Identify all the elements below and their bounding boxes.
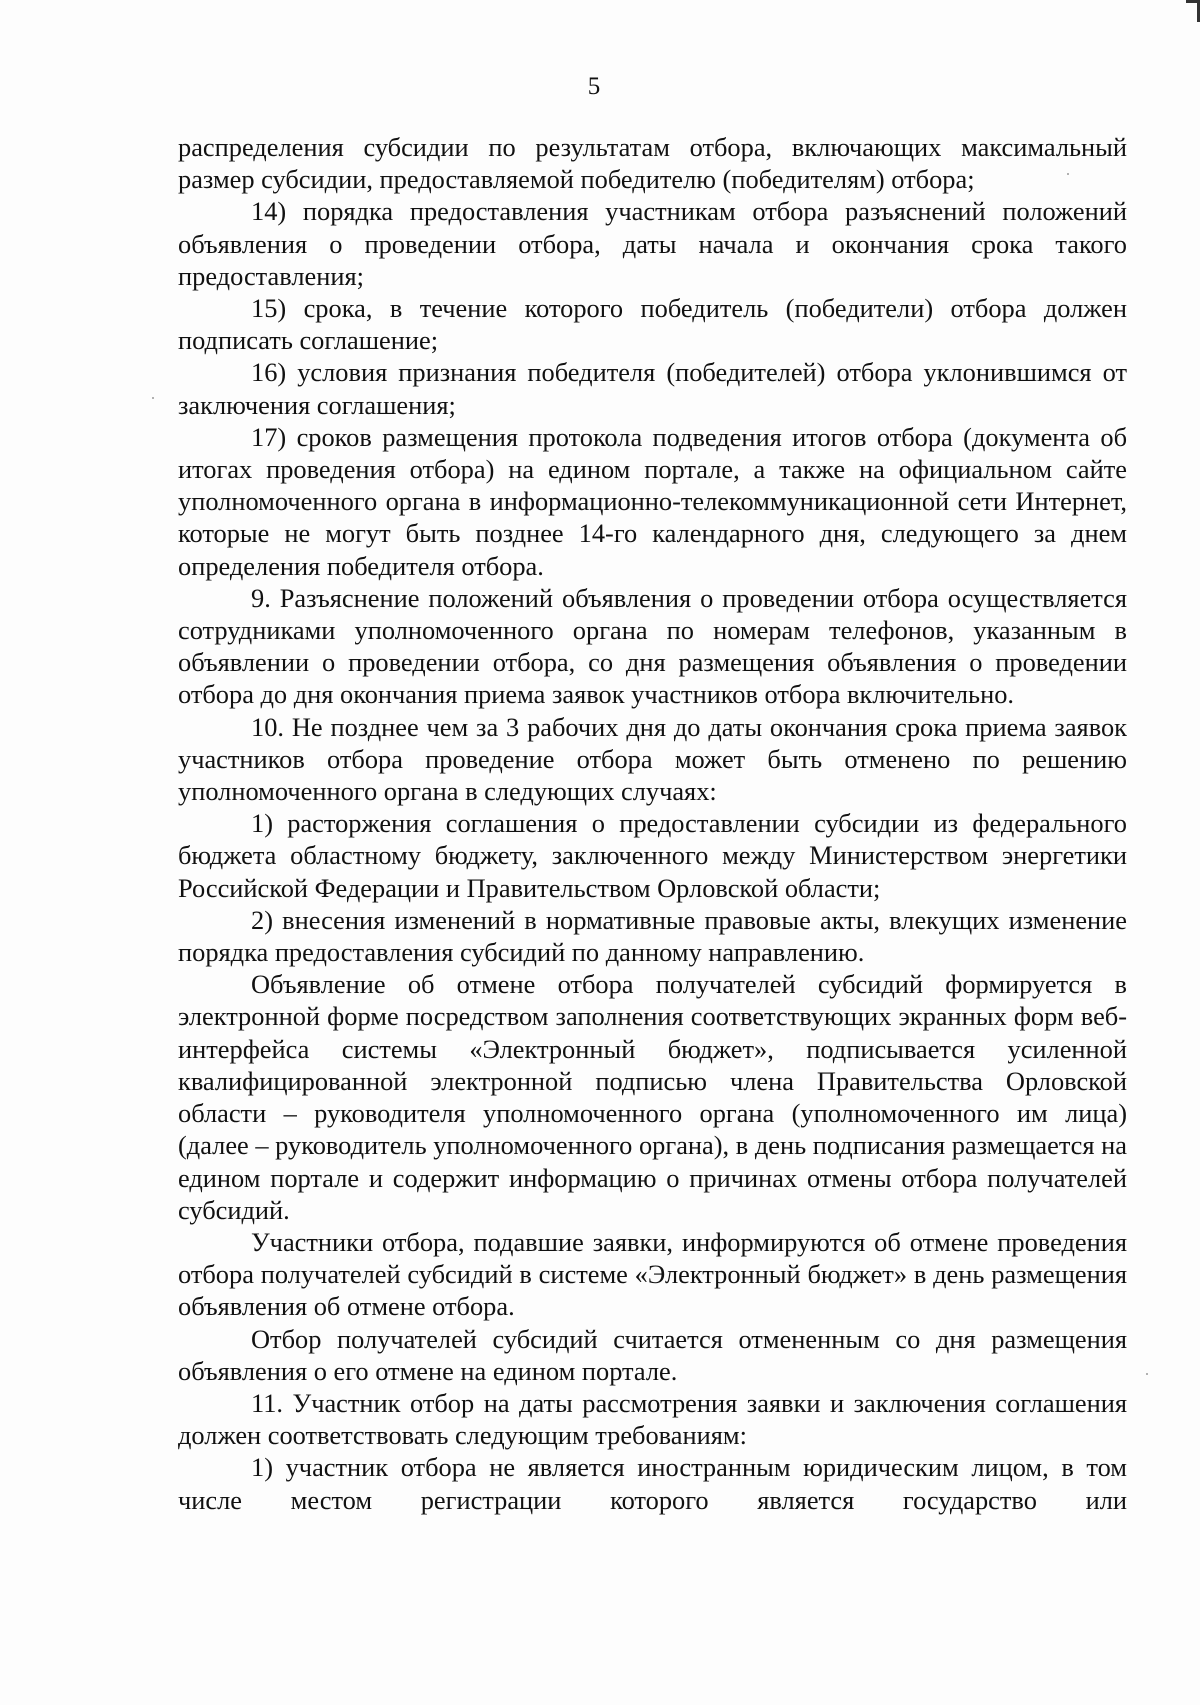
paragraph: Участники отбора, подавшие заявки, информируются об отмене проведения отбора получателей субсидий в системе «Электронный бюджет» в день размещения объявления об отмене отбора. xyxy=(178,1226,1127,1322)
paragraph: Объявление об отмене отбора получателей субсидий формируется в электронной форме посредством заполнения соответствующих экранных форм веб-интерфейса системы «Электронный бюджет», подписывается усиленной квалифицированной электронной подписью члена Правительства Орловской области – руководителя уполномоченного органа (уполномоченного им лица) (далее – руководитель уполномоченного органа), в день подписания размещается на едином портале и содержит информацию о причинах отмены отбора получателей субсидий. xyxy=(178,969,1127,1225)
scan-corner-mark xyxy=(1186,0,1200,22)
paragraph: 17) сроков размещения протокола подведения итогов отбора (документа об итогах проведения отбора) на едином портале, а также на официальном сайте уполномоченного органа в информационно-телекоммуникационной сети Интернет, которые не могут быть позднее 14-го календарного дня, следующего за днем определения победителя отбора. xyxy=(178,421,1127,581)
paragraph: 11. Участник отбор на даты рассмотрения заявки и заключения соглашения должен соответствовать следующим требованиям: xyxy=(178,1387,1127,1451)
paragraph: 2) внесения изменений в нормативные правовые акты, влекущих изменение порядка предоставления субсидий по данному направлению. xyxy=(178,904,1127,968)
paragraph: 1) расторжения соглашения о предоставлении субсидии из федерального бюджета областному бюджету, заключенного между Министерством энергетики Российской Федерации и Правительством Орловской области; xyxy=(178,808,1127,903)
paragraph: 15) срока, в течение которого победитель (победители) отбора должен подписать соглашение; xyxy=(178,293,1127,356)
paragraph: 10. Не позднее чем за 3 рабочих дня до даты окончания срока приема заявок участников отбора проведение отбора может быть отменено по решению уполномоченного органа в следующих случаях: xyxy=(178,711,1127,807)
paragraph: 9. Разъяснение положений объявления о проведении отбора осуществляется сотрудниками уполномоченного органа по номерам телефонов, указанным в объявлении о проведении отбора, со дня размещения объявления о проведении отбора до дня окончания приема заявок участников отбора включительно. xyxy=(178,582,1127,710)
page-number: 5 xyxy=(587,73,601,100)
scan-speck xyxy=(152,397,154,399)
scan-speck xyxy=(1146,1373,1148,1375)
document-body xyxy=(178,131,1127,1516)
paragraph: 16) условия признания победителя (победителей) отбора уклонившимся от заключения соглашения; xyxy=(178,357,1127,420)
paragraph: 1) участник отбора не является иностранным юридическим лицом, в том числе местом регистрации которого является государство или xyxy=(178,1452,1127,1515)
paragraph: 14) порядка предоставления участникам отбора разъяснений положений объявления о проведении отбора, даты начала и окончания срока такого предоставления; xyxy=(178,196,1127,291)
paragraph: Отбор получателей субсидий считается отмененным со дня размещения объявления о его отмене на едином портале. xyxy=(178,1323,1127,1386)
paragraph: распределения субсидии по результатам отбора, включающих максимальный размер субсидии, предоставляемой победителю (победителям) отбора; xyxy=(178,132,1127,195)
